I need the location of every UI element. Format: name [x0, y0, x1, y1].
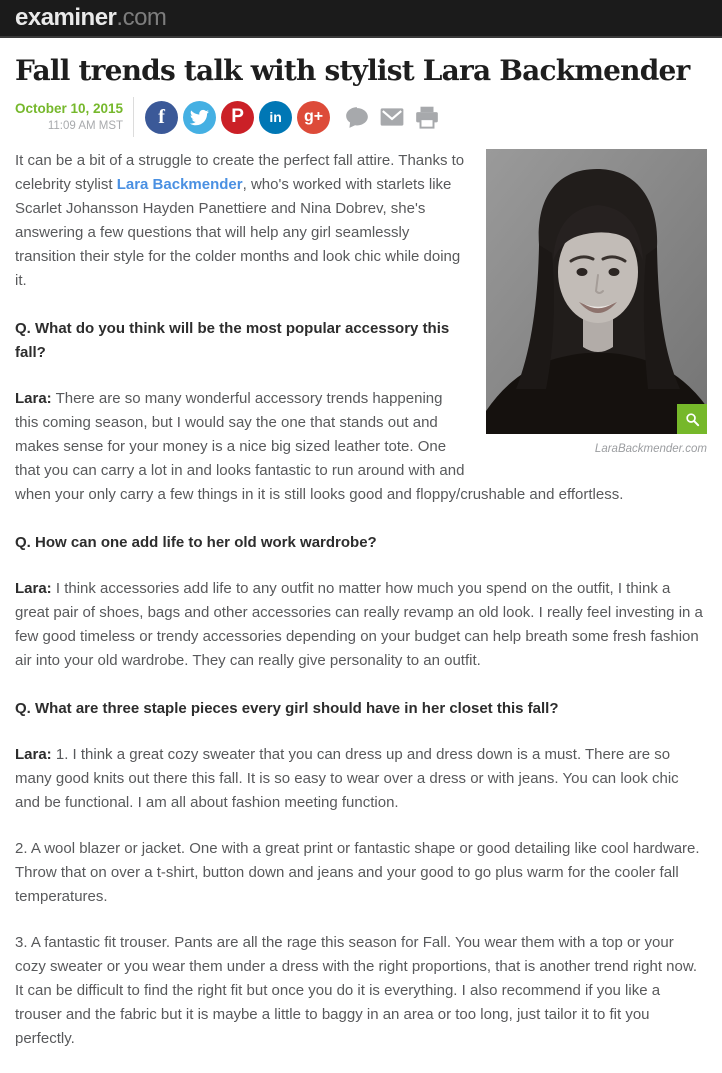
- magnifier-icon: [684, 411, 701, 428]
- article-photo-figure: [486, 149, 707, 457]
- stylist-profile-link[interactable]: Lara Backmender: [116, 176, 243, 193]
- intro-text-after: , who's worked with starlets like Scarlet Johansson Hayden Panettiere and Nina Dobrev, she's answering a few questions that will help any girl seamlessly transition their style for the colder months and look chic while doing it.: [15, 176, 461, 289]
- examiner-logo[interactable]: [15, 6, 166, 30]
- answer-1-label: Lara:: [15, 390, 52, 407]
- site-header: [0, 0, 722, 38]
- answer-3-item-1: [15, 743, 707, 815]
- facebook-share-icon[interactable]: f: [145, 101, 178, 134]
- question-1: Q. What do you think will be the most popular accessory this fall?: [15, 320, 450, 361]
- stylist-portrait-photo[interactable]: [486, 149, 707, 434]
- photo-credit: LaraBackmender.com: [594, 443, 707, 455]
- logo-suffix-text: .com: [116, 4, 167, 31]
- logo-primary-text: examiner: [15, 4, 117, 31]
- answer-1-text: There are so many wonderful accessory trends happening this coming season, but I would say the one that stands out and makes sense for your money is a nice big sized leather tote. One that you can carry a lot in and looks fantastic to run around with and when your only carry a few things in it is still looks good and floppy/crushable and effortless.: [15, 390, 624, 503]
- publish-date-block: [15, 100, 123, 134]
- email-share-icon[interactable]: [379, 104, 405, 130]
- article-page: [0, 53, 722, 1073]
- twitter-share-icon[interactable]: [183, 101, 216, 134]
- question-2: Q. How can one add life to her old work wardrobe?: [15, 534, 377, 551]
- meta-divider: [133, 97, 134, 137]
- pinterest-share-icon[interactable]: P: [221, 101, 254, 134]
- page-title: Fall trends talk with stylist Lara Backmender: [15, 54, 690, 87]
- comments-icon[interactable]: [344, 104, 370, 130]
- answer-2-label: Lara:: [15, 580, 52, 597]
- answer-2: [15, 577, 707, 673]
- answer-3-item-3: 3. A fantastic fit trouser. Pants are all the rage this season for Fall. You wear them with a top or your cozy sweater or you wear them under a dress with the right proportions, that is another trend right now. It can be difficult to find the right fit but once you do it is everything. I also recommend if you like a trouser and the fabric but it is maybe a little to baggy in an area or too long, just tailor it to fit you perfectly.: [15, 934, 698, 1047]
- answer-3-item-2: 2. A wool blazer or jacket. One with a great print or fantastic shape or good detailing like cool hardware. Throw that on over a t-shirt, button down and jeans and your good to go plus warm for the cooler fall temperatures.: [15, 840, 700, 905]
- question-3: Q. What are three staple pieces every girl should have in her closet this fall?: [15, 700, 559, 717]
- answer-2-text: I think accessories add life to any outfit no matter how much you spend on the outfit, I think a great pair of shoes, bags and other accessories can really revamp an old look. I really feel investing in a few good timeless or trendy accessories depending on your budget can help breath some fresh fashion air into your old wardrobe. They can really give personality to an outfit.: [15, 580, 703, 669]
- article-meta-row: [15, 97, 707, 137]
- publish-date: October 10, 2015: [15, 100, 124, 116]
- googleplus-share-icon[interactable]: g+: [297, 101, 330, 134]
- answer-3-label: Lara:: [15, 746, 52, 763]
- intro-text-before: It can be a bit of a struggle to create the perfect fall attire. Thanks to celebrity stylist: [15, 152, 465, 193]
- twitter-bird-icon: [190, 108, 209, 127]
- print-icon[interactable]: [414, 104, 440, 130]
- portrait-image: [486, 149, 707, 434]
- linkedin-share-icon[interactable]: in: [259, 101, 292, 134]
- share-toolbar: [145, 101, 440, 134]
- photo-zoom-button[interactable]: [677, 404, 707, 434]
- answer-3-text: 1. I think a great cozy sweater that you can dress up and dress down is a must. There are so many good knits out there this fall. It is so easy to wear over a dress or with jeans. You can look chic and be functional. I am all about fashion meeting function.: [15, 746, 679, 811]
- article-body: [15, 149, 707, 1073]
- publish-time: 11:09 AM MST: [47, 120, 124, 133]
